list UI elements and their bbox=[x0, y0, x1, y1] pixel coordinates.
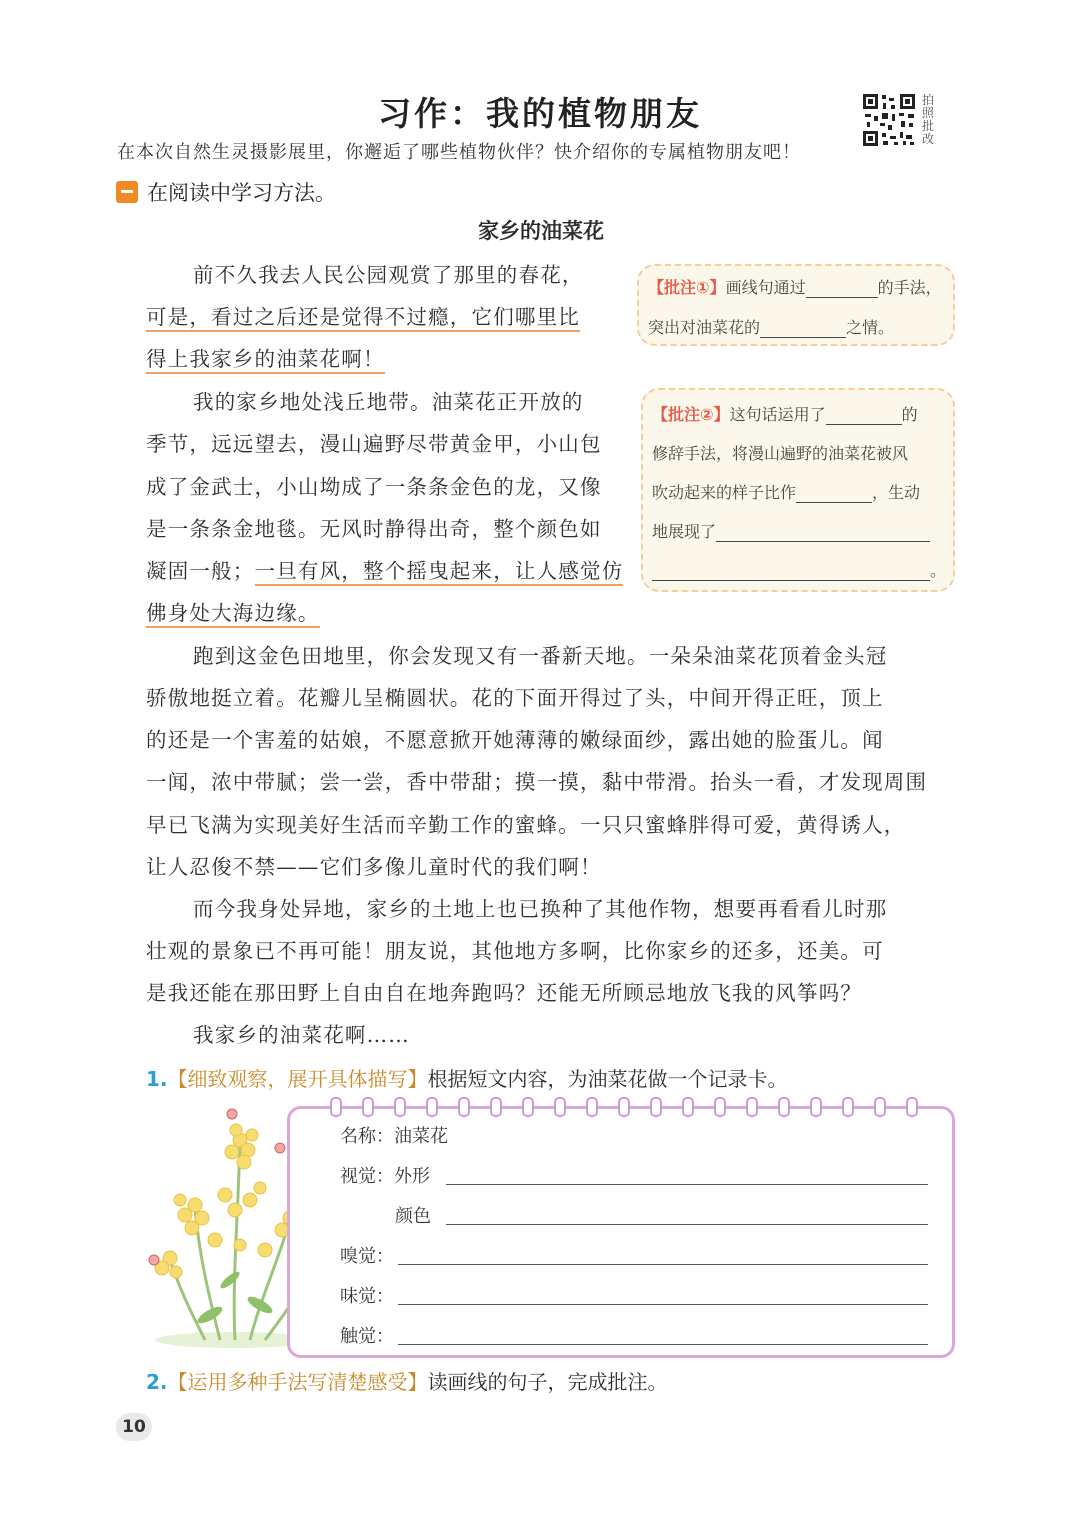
smell-answer-line[interactable] bbox=[398, 1264, 928, 1265]
annotation-2-line-5: 。 bbox=[652, 558, 946, 581]
annotation-1-line-1: 【批注①】画线句通过 的手法， bbox=[648, 278, 942, 297]
essay-line: 而今我身处异地，家乡的土地上也已换种了其他作物，想要再看看儿时那 bbox=[193, 897, 888, 921]
essay-line: 早已飞满为实现美好生活而辛勤工作的蜜蜂。一只只蜜蜂胖得可爱，黄得诱人， bbox=[146, 813, 906, 837]
card-smell-label: 嗅觉： bbox=[340, 1246, 394, 1267]
essay-line: 我的家乡地处浅丘地带。油菜花正开放的 bbox=[193, 390, 584, 414]
qr-code-icon[interactable] bbox=[861, 92, 917, 148]
page-title: 习作：我的植物朋友 bbox=[378, 94, 702, 133]
shape-answer-line[interactable] bbox=[446, 1184, 928, 1185]
underlined-sentence: 可是，看过之后还是觉得不过瘾，它们哪里比 bbox=[146, 305, 580, 332]
essay-line: 是一条条金地毯。无风时静得出奇，整个颜色如 bbox=[146, 517, 602, 541]
answer-blank[interactable] bbox=[716, 527, 930, 542]
answer-blank[interactable] bbox=[652, 566, 930, 581]
underlined-sentence: 得上我家乡的油菜花啊！ bbox=[146, 347, 385, 374]
answer-blank[interactable] bbox=[796, 488, 872, 503]
essay-line: 我家乡的油菜花啊…… bbox=[193, 1023, 410, 1047]
annotation-2-line-4: 地展现了 bbox=[652, 519, 930, 542]
card-taste-label: 味觉： bbox=[340, 1286, 394, 1307]
card-sight-row: 视觉：外形 bbox=[340, 1166, 430, 1187]
question-2: 2.【运用多种手法写清楚感受】读画线的句子，完成批注。 bbox=[146, 1370, 668, 1394]
annotation-2-line-2: 修辞手法，将漫山遍野的油菜花被风 bbox=[652, 444, 909, 463]
underlined-sentence: 佛身处大海边缘。 bbox=[146, 601, 320, 628]
essay-line: 前不久我去人民公园观赏了那里的春花， bbox=[193, 263, 584, 287]
essay-text: 凝固一般； bbox=[146, 559, 255, 583]
page-number: 10 bbox=[116, 1413, 152, 1441]
annotation-1-line-2: 突出对油菜花的 之情。 bbox=[648, 318, 895, 337]
essay-line: 是我还能在那田野上自由自在地奔跑吗？还能无所顾忌地放飞我的风筝吗？ bbox=[146, 981, 863, 1005]
subtitle: 在本次自然生灵摄影展里，你邂逅了哪些植物伙伴？快介绍你的专属植物朋友吧！ bbox=[117, 142, 801, 163]
essay-line: 壮观的景象已不再可能！朋友说，其他地方多啊，比你家乡的还多，还美。可 bbox=[146, 939, 884, 963]
answer-blank[interactable] bbox=[826, 410, 902, 425]
answer-blank[interactable] bbox=[760, 323, 846, 338]
essay-line: 季节，远远望去，漫山遍野尽带黄金甲，小山包 bbox=[146, 432, 602, 456]
essay-line: 骄傲地挺立着。花瓣儿呈椭圆状。花的下面开得过了头，中间开得正旺，顶上 bbox=[146, 686, 884, 710]
essay-line: 跑到这金色田地里，你会发现又有一番新天地。一朵朵油菜花顶着金头冠 bbox=[193, 644, 888, 668]
answer-blank[interactable] bbox=[806, 283, 878, 298]
underlined-sentence: 一旦有风，整个摇曳起来，让人感觉仿 bbox=[255, 559, 624, 586]
color-answer-line[interactable] bbox=[446, 1224, 928, 1225]
essay-line: 让人忍俊不禁——它们多像儿童时代的我们啊！ bbox=[146, 855, 602, 879]
essay-line: 的还是一个害羞的姑娘，不愿意掀开她薄薄的嫩绿面纱，露出她的脸蛋儿。闻 bbox=[146, 728, 884, 752]
section-title: 在阅读中学习方法。 bbox=[147, 181, 336, 205]
taste-answer-line[interactable] bbox=[398, 1304, 928, 1305]
essay-line: 一闻，浓中带腻；尝一尝，香中带甜；摸一摸，黏中带滑。抬头一看，才发现周围 bbox=[146, 770, 928, 794]
annotation-2-line-3: 吹动起来的样子比作 ，生动 bbox=[652, 483, 921, 502]
annotation-2-line-1: 【批注②】这句话运用了 的 bbox=[652, 405, 918, 424]
card-color-label: 颜色 bbox=[395, 1206, 431, 1227]
question-1: 1.【细致观察，展开具体描写】根据短文内容，为油菜花做一个记录卡。 bbox=[146, 1067, 788, 1091]
touch-answer-line[interactable] bbox=[398, 1344, 928, 1345]
section-marker-icon bbox=[116, 181, 138, 203]
essay-line: 成了金武士，小山坳成了一条条金色的龙，又像 bbox=[146, 475, 602, 499]
card-name-row: 名称：油菜花 bbox=[340, 1126, 448, 1147]
essay-title: 家乡的油菜花 bbox=[478, 219, 604, 243]
card-touch-label: 触觉： bbox=[340, 1326, 394, 1347]
qr-label: 拍照批改 bbox=[922, 93, 935, 146]
